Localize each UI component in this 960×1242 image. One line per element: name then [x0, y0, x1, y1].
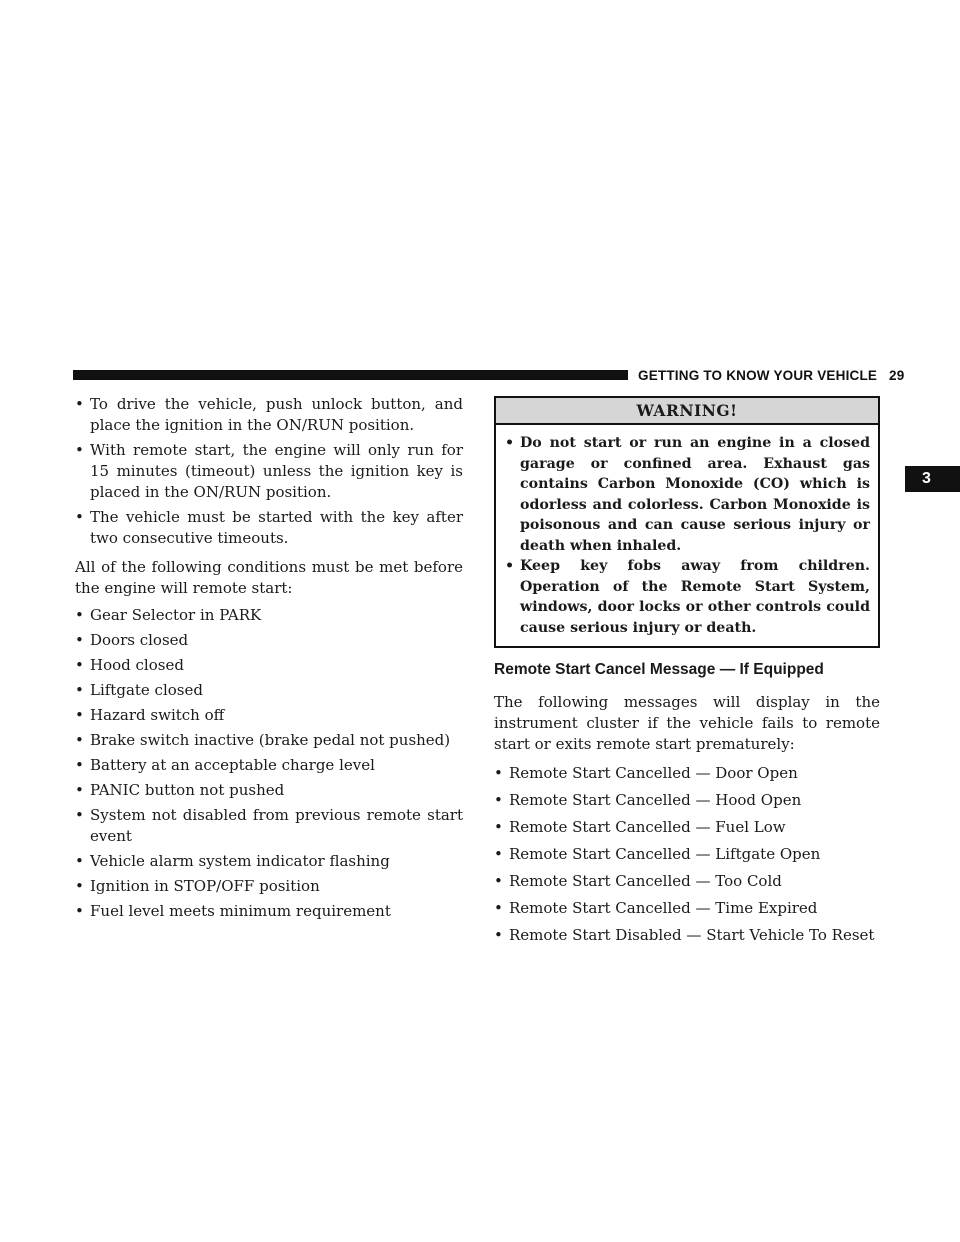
- list-item: • Liftgate closed: [75, 680, 463, 701]
- conditions-list: [75, 605, 463, 922]
- header-rule: [73, 370, 628, 380]
- warning-title: WARNING!: [496, 398, 878, 425]
- list-item: • Fuel level meets minimum requirement: [75, 901, 463, 922]
- page-number: 29: [888, 368, 905, 383]
- list-item: • Ignition in STOP/OFF position: [75, 876, 463, 897]
- list-item: • Vehicle alarm system indicator flashing: [75, 851, 463, 872]
- list-item: • Remote Start Cancelled — Fuel Low: [494, 817, 880, 838]
- warning-box: [494, 396, 880, 648]
- warning-item: • Keep key fobs away from children. Operation of the Remote Start System, windows, door locks or other controls could cause serious injury or death.: [505, 556, 870, 638]
- list-item: • Remote Start Cancelled — Hood Open: [494, 790, 880, 811]
- chapter-tab: 3: [905, 466, 960, 492]
- intro-bullet-list: [75, 394, 463, 549]
- list-item: • Brake switch inactive (brake pedal not pushed): [75, 730, 463, 751]
- list-item: • The vehicle must be started with the key after two consecutive timeouts.: [75, 507, 463, 549]
- list-item: • Remote Start Cancelled — Time Expired: [494, 898, 880, 919]
- list-item: • Remote Start Disabled — Start Vehicle To Reset: [494, 925, 880, 946]
- left-column: [75, 394, 463, 926]
- list-item: • Remote Start Cancelled — Door Open: [494, 763, 880, 784]
- warning-item: • Do not start or run an engine in a closed garage or confined area. Exhaust gas contains Carbon Monoxide (CO) which is odorless and colorless. Carbon Monoxide is poisonous and can cause serious injury or death when inhaled.: [505, 433, 870, 556]
- cancel-message-list: [494, 763, 880, 946]
- list-item: • Remote Start Cancelled — Liftgate Open: [494, 844, 880, 865]
- right-column: [494, 396, 880, 952]
- list-item: • Gear Selector in PARK: [75, 605, 463, 626]
- warning-body: [496, 425, 878, 646]
- list-item: • With remote start, the engine will only run for 15 minutes (timeout) unless the ignition key is placed in the ON/RUN position.: [75, 440, 463, 503]
- list-item: • Hood closed: [75, 655, 463, 676]
- list-item: • System not disabled from previous remote start event: [75, 805, 463, 847]
- list-item: • To drive the vehicle, push unlock button, and place the ignition in the ON/RUN position.: [75, 394, 463, 436]
- section-heading: Remote Start Cancel Message — If Equipped: [494, 661, 824, 678]
- list-item: • Remote Start Cancelled — Too Cold: [494, 871, 880, 892]
- conditions-intro: All of the following conditions must be met before the engine will remote start:: [75, 558, 463, 597]
- list-item: • PANIC button not pushed: [75, 780, 463, 801]
- list-item: • Hazard switch off: [75, 705, 463, 726]
- list-item: • Battery at an acceptable charge level: [75, 755, 463, 776]
- section-title: GETTING TO KNOW YOUR VEHICLE: [638, 368, 878, 383]
- warning-list: [505, 433, 870, 638]
- running-header: [638, 368, 904, 384]
- list-item: • Doors closed: [75, 630, 463, 651]
- section-intro: The following messages will display in the instrument cluster if the vehicle fails to remote start or exits remote start prematurely:: [494, 693, 880, 753]
